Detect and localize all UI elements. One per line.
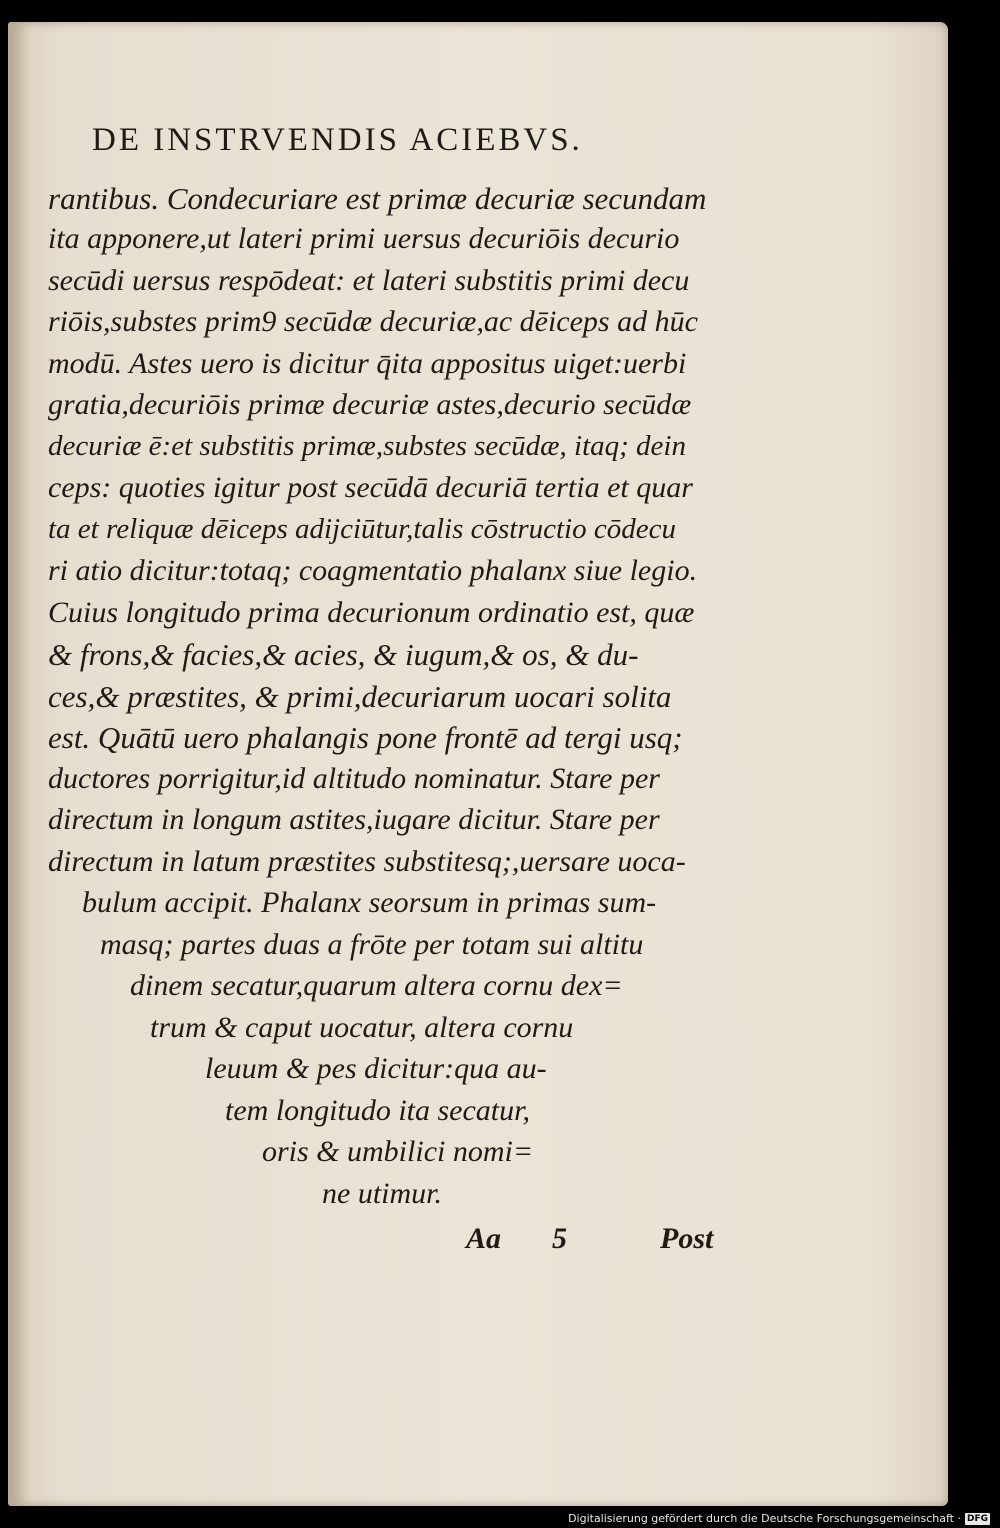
text-line: ita apponere,ut lateri primi uersus decuriōis decurio xyxy=(48,222,680,255)
text-line: secūdi uersus respōdeat: et lateri substitis primi decu xyxy=(48,264,690,297)
signature-mark: Aa xyxy=(466,1222,502,1255)
credit-text: Digitalisierung gefördert durch die Deutsche Forschungsgemeinschaft · xyxy=(568,1512,961,1525)
text-line: trum & caput uocatur, altera cornu xyxy=(150,1011,574,1044)
text-line: gratia,decuriōis primæ decuriæ astes,decurio secūdæ xyxy=(48,388,692,421)
text-line: directum in latum præstites substitesq;,uersare uoca- xyxy=(48,845,686,878)
text-line: directum in longum astites,iugare dicitur. Stare per xyxy=(48,803,660,836)
text-line: ri atio dicitur:totaq; coagmentatio phalanx siue legio. xyxy=(48,554,698,587)
text-line: oris & umbilici nomi= xyxy=(262,1135,534,1168)
text-line: ceps: quoties igitur post secūdā decuriā tertia et quar xyxy=(48,471,693,504)
text-line: leuum & pes dicitur:qua au- xyxy=(205,1052,547,1085)
signature-number: 5 xyxy=(552,1222,567,1255)
text-line: masq; partes duas a frōte per totam sui altitu xyxy=(100,928,644,961)
text-line: ta et reliquæ dēiceps adijciūtur,talis cōstructio cōdecu xyxy=(48,513,676,545)
text-line: ne utimur. xyxy=(322,1177,442,1210)
text-line: modū. Astes uero is dicitur q̄ita appositus uiget:uerbi xyxy=(48,347,687,380)
text-line: ductores porrigitur,id altitudo nominatur. Stare per xyxy=(48,762,660,795)
text-line: Cuius longitudo prima decurionum ordinatio est, quæ xyxy=(48,596,695,629)
dfg-logo: DFG xyxy=(966,1513,988,1524)
text-line: rantibus. Condecuriare est primæ decuriæ secundam xyxy=(48,181,707,216)
text-line: bulum accipit. Phalanx seorsum in primas sum- xyxy=(82,886,657,919)
text-line: ces,& præstites, & primi,decuriarum uocari solita xyxy=(48,679,672,714)
text-line: est. Quātū uero phalangis pone frontē ad tergi usq; xyxy=(48,720,683,755)
text-line: dinem secatur,quarum altera cornu dex= xyxy=(130,969,623,1002)
text-line: riōis,substes prim9 secūdæ decuriæ,ac dēiceps ad hūc xyxy=(48,305,698,338)
text-line: tem longitudo ita secatur, xyxy=(225,1094,530,1127)
funding-credit xyxy=(568,1512,990,1525)
text-line: decuriæ ē:et substitis primæ,substes secūdæ, itaq; dein xyxy=(48,430,686,462)
catchword: Post xyxy=(660,1222,714,1255)
text-line: & frons,& facies,& acies, & iugum,& os, & du- xyxy=(48,637,639,672)
running-head: DE INSTRVENDIS ACIEBVS. xyxy=(92,122,583,158)
